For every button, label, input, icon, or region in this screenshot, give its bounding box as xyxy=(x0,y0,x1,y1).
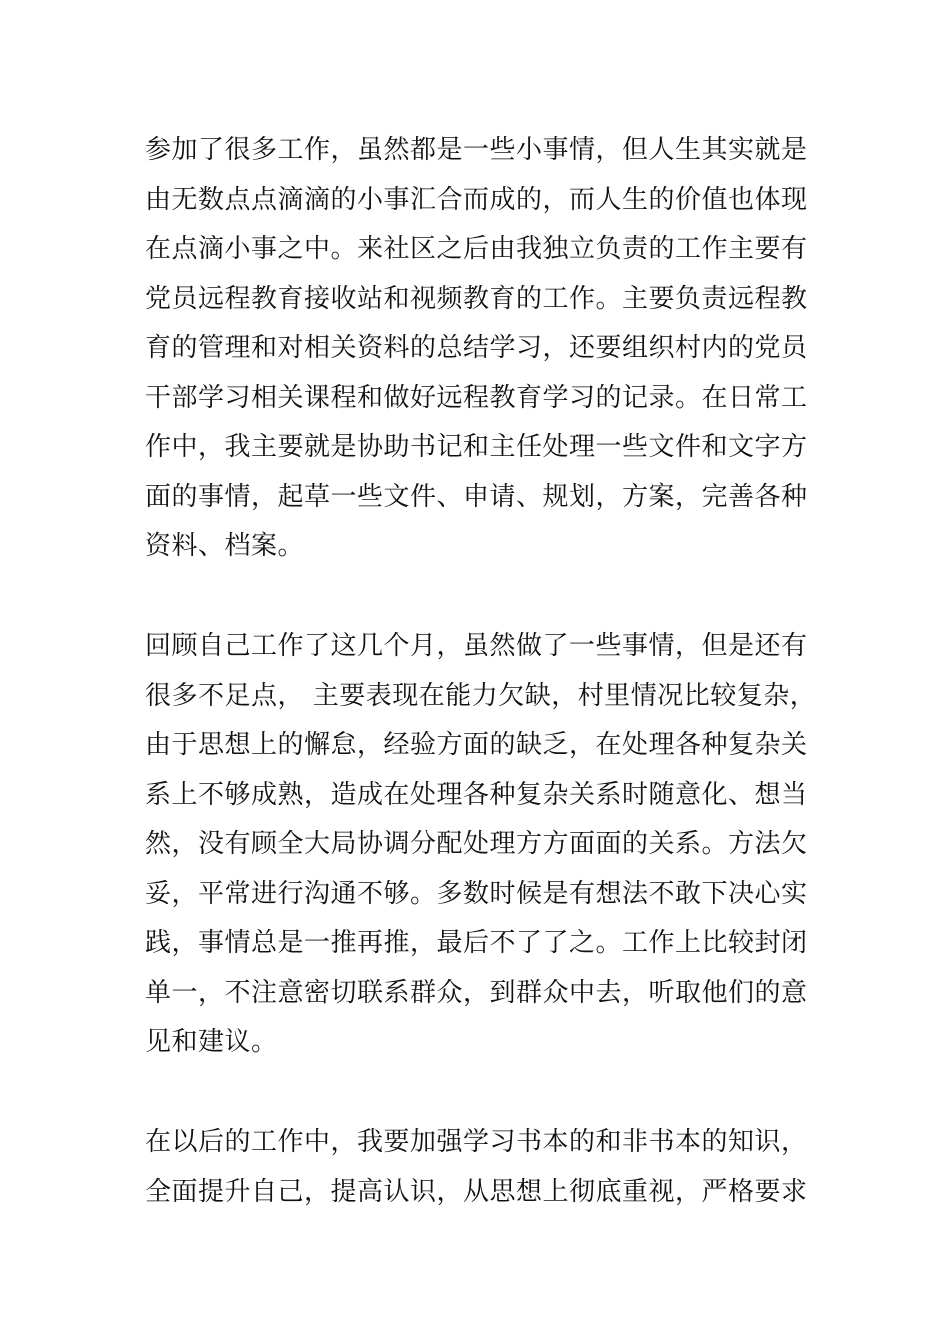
text-line: 很多不足点， 主要表现在能力欠缺，村里情况比较复杂， xyxy=(145,680,817,711)
text-line: 见和建议。 xyxy=(145,1027,278,1057)
text-line: 然，没有顾全大局协调分配处理方方面面的关系。方法欠 xyxy=(145,829,808,859)
text-line: 践，事情总是一推再推，最后不了了之。工作上比较封闭 xyxy=(145,928,808,958)
text-line: 全面提升自己，提高认识，从思想上彻底重视，严格要求 xyxy=(145,1176,808,1207)
text-line: 资料、档案。 xyxy=(145,531,305,561)
text-line: 干部学习相关课程和做好远程教育学习的记录。在日常工 xyxy=(145,382,808,413)
text-line: 回顾自己工作了这几个月，虽然做了一些事情，但是还有 xyxy=(145,631,808,661)
text-line: 党员远程教育接收站和视频教育的工作。主要负责远程教 xyxy=(145,283,808,314)
text-line: 由于思想上的懈怠，经验方面的缺乏，在处理各种复杂关 xyxy=(145,730,808,760)
text-line: 由无数点点滴滴的小事汇合而成的，而人生的价值也体现 xyxy=(145,184,808,215)
paragraph-shortcomings xyxy=(145,622,817,1068)
text-line: 面的事情，起草一些文件、申请、规划，方案，完善各种 xyxy=(145,481,808,512)
paragraph-future-plans xyxy=(145,1118,810,1217)
text-line: 系上不够成熟，造成在处理各种复杂关系时随意化、想当 xyxy=(145,779,808,810)
paragraph-work-duties xyxy=(145,126,810,572)
text-line: 在点滴小事之中。来社区之后由我独立负责的工作主要有 xyxy=(145,234,808,264)
text-line: 作中，我主要就是协助书记和主任处理一些文件和文字方 xyxy=(145,432,808,462)
text-line: 妥，平常进行沟通不够。多数时候是有想法不敢下决心实 xyxy=(145,878,808,909)
text-line: 参加了很多工作，虽然都是一些小事情，但人生其实就是 xyxy=(145,135,808,165)
text-line: 在以后的工作中，我要加强学习书本的和非书本的知识， xyxy=(145,1127,808,1157)
text-line: 育的管理和对相关资料的总结学习，还要组织村内的党员 xyxy=(145,333,808,363)
text-line: 单一，不注意密切联系群众，到群众中去，听取他们的意 xyxy=(145,977,808,1008)
